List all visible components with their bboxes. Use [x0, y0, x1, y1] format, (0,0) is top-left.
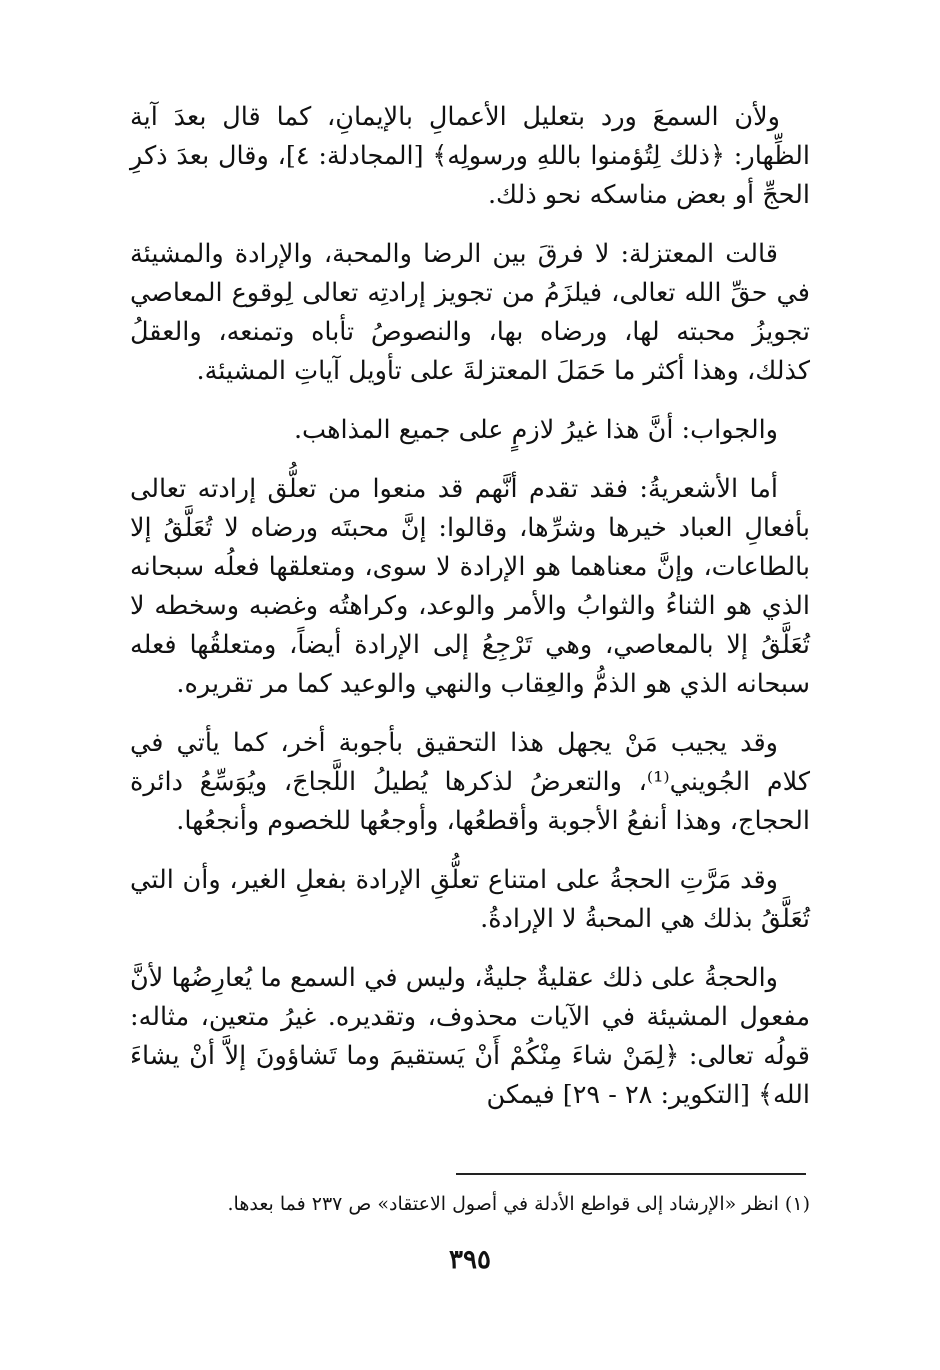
paragraph-7: والحجةُ على ذلك عقليةٌ جليةٌ، وليس في السمع ما يُعارِضُها لأنَّ مفعول المشيئة في الآيات محذوف، وتقديره. غيرُ متعين، مثاله: قولُه تعالى: ﴿لِمَنْ شاءَ مِنْكُمْ أَنْ يَستقيمَ وما تَشاؤونَ إلاَّ أنْ يشاءَ الله﴾ [التكوير: ٢٨ - ٢٩] فيمكن — [130, 963, 810, 1110]
footnote-divider — [456, 1173, 806, 1175]
paragraph-6: وقد مَرَّتِ الحجةُ على امتناع تعلُّقِ الإرادة بفعلِ الغير، وأن التي تُعَلَّقُ بذلك هي المحبةُ لا الإرادةُ. — [130, 865, 810, 934]
paragraph-4: أما الأشعريةُ: فقد تقدم أنَّهم قد منعوا من تعلُّق إرادته تعالى بأفعالِ العباد خيرها وشرِّها، وقالوا: إنَّ محبتَه ورضاه لا تُعَلَّقُ إلا بالطاعات، وإنَّ معناهما هو الإرادة لا سوى، ومتعلقها فعلُه سبحانه الذي هو الثناءُ والثوابُ والأمر والوعد، وكراهتُه وغضبه وسخطه لا تُعَلَّقُ إلا بالمعاصي، وهي تَرْجِعُ إلى الإرادة أيضاً، ومتعلقُها فعله سبحانه الذي هو الذمُّ والعِقاب والنهي والوعيد كما مر تقريره. — [130, 474, 810, 699]
body-text — [130, 98, 810, 1135]
paragraph-5: وقد يجيب مَنْ يجهل هذا التحقيق بأجوبة أخر، كما يأتي في كلام الجُويني⁽¹⁾، والتعرضُ لذكرها يُطيلُ اللَّجاجَ، ويُوَسِّعُ دائرة الحجاج، وهذا أنفعُ الأجوبة وأقطعُها، وأوجعُها للخصوم وأنجعُها. — [130, 728, 810, 836]
paragraph-3: والجواب: أنَّ هذا غيرُ لازمٍ على جميع المذاهب. — [293, 415, 778, 445]
page-number: ٣٩٥ — [449, 1245, 491, 1275]
footnote: (١) انظر «الإرشاد إلى قواطع الأدلة في أصول الاعتقاد» ص ٢٣٧ فما بعدها. — [227, 1193, 810, 1215]
paragraph-1: ولأن السمعَ ورد بتعليل الأعمالِ بالإيمانِ، كما قال بعدَ آية الظِّهار: ﴿ذلك لِتُؤمنوا باللهِ ورسولِه﴾ [المجادلة: ٤]، وقال بعدَ ذكرِ الحجِّ أو بعض مناسكه نحو ذلك. — [130, 102, 810, 210]
paragraph-2: قالت المعتزلة: لا فرقَ بين الرضا والمحبة، والإرادة والمشيئة في حقِّ الله تعالى، فيلزَمُ من تجويز إرادتِه تعالى لِوقوع المعاصي تجويزُ محبته لها، ورضاه بها، والنصوصُ تأباه وتمنعه، والعقلُ كذلك، وهذا أكثر ما حَمَلَ المعتزلةَ على تأويل آياتِ المشيئة. — [130, 239, 811, 386]
